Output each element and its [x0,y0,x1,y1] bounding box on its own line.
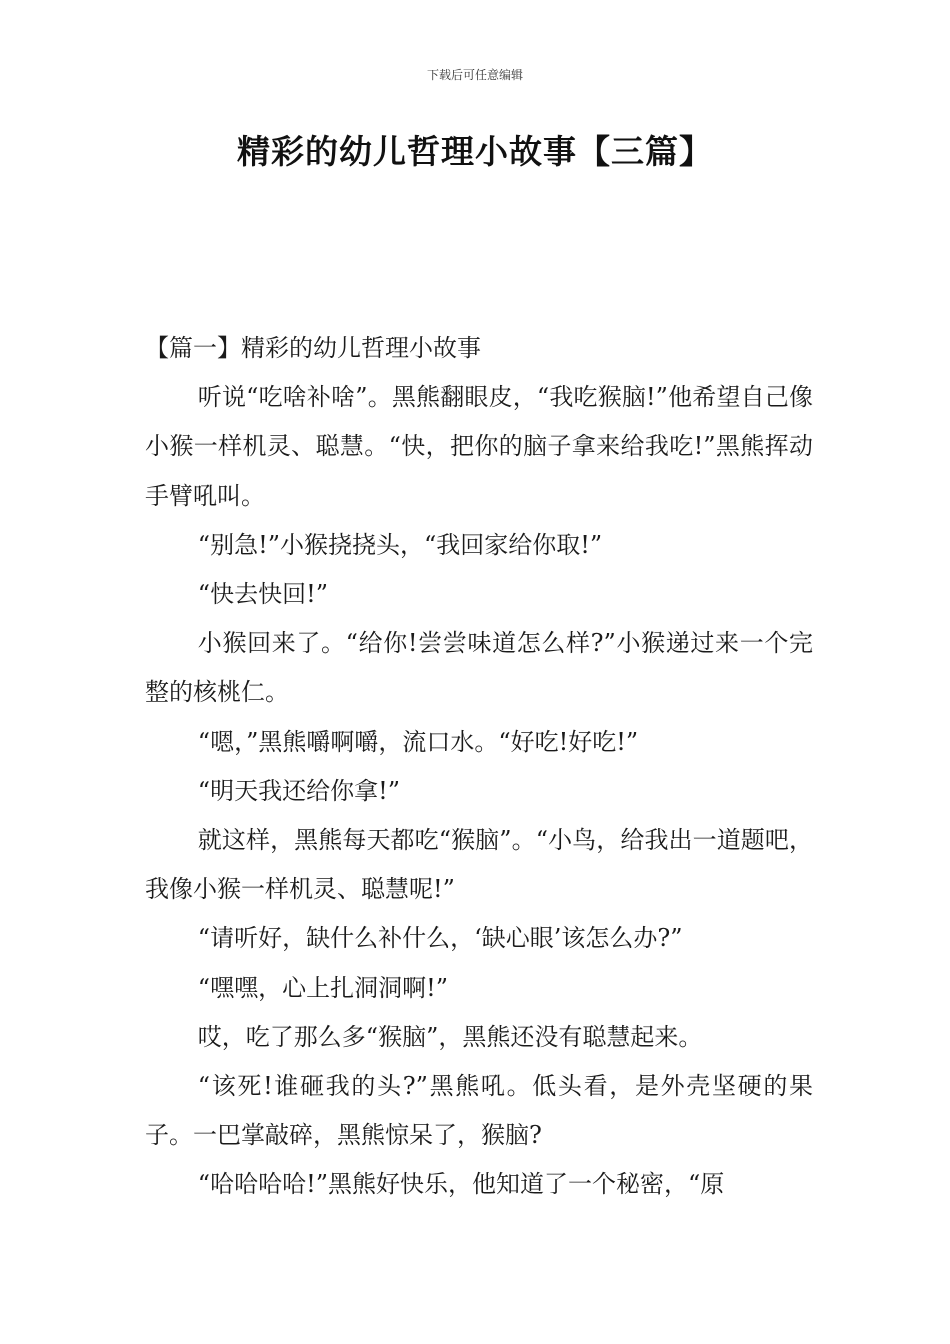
paragraph: 听说“吃啥补啥”。黑熊翻眼皮，“我吃猴脑!”他希望自己像小猴一样机灵、聪慧。“快，把你的脑子拿来给我吃!”黑熊挥动手臂吼叫。 [145,383,813,510]
paragraph: “快去快回!” [197,580,328,609]
paragraph: 就这样，黑熊每天都吃“猴脑”。“小鸟，给我出一道题吧，我像小猴一样机灵、聪慧呢!” [145,826,813,904]
document-body [145,324,813,1210]
paragraph: “该死!谁砸我的头?”黑熊吼。低头看，是外壳坚硬的果子。一巴掌敲碎，黑熊惊呆了，猴脑? [145,1072,813,1150]
header-note: 下载后可任意编辑 [426,68,523,82]
paragraph: “请听好，缺什么补什么，‘缺心眼’该怎么办?” [197,924,683,953]
paragraph: 小猴回来了。“给你!尝尝味道怎么样?”小猴递过来一个完整的核桃仁。 [145,629,813,707]
document-title: 精彩的幼儿哲理小故事【三篇】 [237,132,713,171]
paragraph: “明天我还给你拿!” [197,776,400,805]
paragraph: “别急!”小猴挠挠头，“我回家给你取!” [197,530,603,559]
paragraph: “哈哈哈哈!”黑熊好快乐，他知道了一个秘密，“原 [197,1170,725,1199]
paragraph: “嗯，”黑熊嚼啊嚼，流口水。“好吃!好吃!” [197,727,639,756]
paragraph: “嘿嘿，心上扎洞洞啊!” [197,973,448,1002]
section-heading: 【篇一】精彩的幼儿哲理小故事 [145,334,481,362]
paragraph: 哎，吃了那么多“猴脑”，黑熊还没有聪慧起来。 [197,1022,703,1051]
